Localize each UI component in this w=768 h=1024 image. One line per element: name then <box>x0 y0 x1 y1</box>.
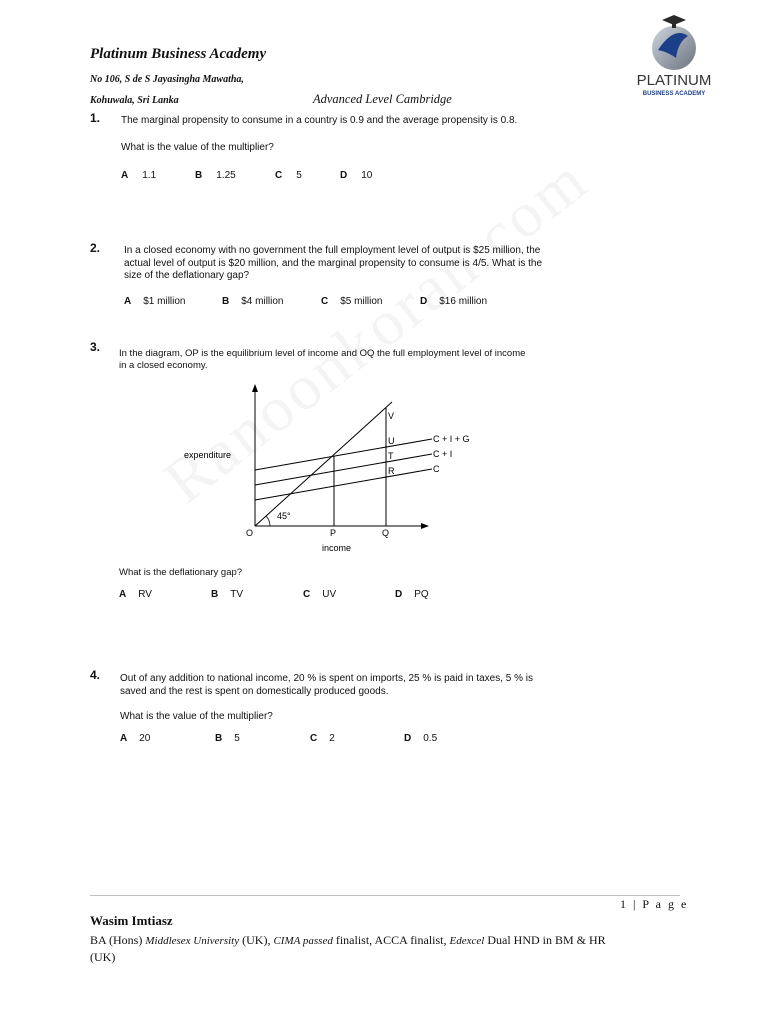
question-1-option-c: C 5 <box>275 170 302 181</box>
question-3-text-line: in a closed economy. <box>119 360 208 371</box>
footer-divider <box>90 895 680 896</box>
x-axis-arrow <box>421 523 429 529</box>
question-4-option-d: D 0.5 <box>404 733 438 744</box>
academy-logo <box>628 12 720 100</box>
origin-label: O <box>246 528 254 538</box>
c-i-g-label: C + I + G <box>433 434 470 444</box>
c-i-label: C + I <box>433 449 453 459</box>
question-2-option-d: D $16 million <box>420 296 488 307</box>
x-axis-label: income <box>322 543 352 553</box>
question-4-option-c: C 2 <box>310 733 335 744</box>
question-2-text-line: In a closed economy with no government the full employment level of output is $25 million, the <box>124 245 541 256</box>
question-2-number: 2. <box>90 241 101 255</box>
question-2-text-line: actual level of output is $20 million, and the marginal propensity to consume is 4/5. What is the <box>124 257 543 269</box>
angle-label: 45° <box>277 511 291 521</box>
question-4-text-line: saved and the rest is spent on domestically produced goods. <box>120 685 389 697</box>
course-title: Advanced Level Cambridge <box>313 92 452 106</box>
c-label: C <box>433 464 440 474</box>
y-axis-arrow <box>252 384 258 392</box>
address-line-2: Kohuwala, Sri Lanka <box>90 95 179 106</box>
question-1-option-b: B 1.25 <box>195 170 236 181</box>
question-3-text-line: In the diagram, OP is the equilibrium level of income and OQ the full employment level of income <box>119 348 526 359</box>
y-axis-label: expenditure <box>184 450 232 460</box>
question-4-option-a: A 20 <box>120 733 151 744</box>
question-4-text <box>120 673 533 698</box>
question-1-option-a: A 1.1 <box>121 170 157 181</box>
question-4-text-line: Out of any addition to national income, 20 % is spent on imports, 25 % is paid in taxes, 5 % is <box>120 673 534 684</box>
question-4-number: 4. <box>90 668 101 682</box>
question-3-option-b: B TV <box>211 589 244 600</box>
angle-arc <box>266 516 270 526</box>
question-2-text-line: size of the deflationary gap? <box>124 270 250 281</box>
question-4-option-b: B 5 <box>215 733 240 744</box>
label-t: T <box>388 451 394 461</box>
question-3-number: 3. <box>90 340 101 354</box>
point-q-label: Q <box>382 528 390 538</box>
question-1-number: 1. <box>90 111 101 125</box>
page-number: 1 | P a g e <box>620 897 689 911</box>
address-line-1: No 106, S de S Jayasingha Mawatha, <box>90 74 244 85</box>
question-3-text <box>119 348 525 372</box>
c-i-line <box>255 454 432 485</box>
c-line <box>255 469 432 500</box>
logo-word: PLATINUM <box>636 72 712 89</box>
question-3-option-a: A RV <box>119 589 152 600</box>
label-r: R <box>388 466 395 476</box>
question-4-prompt: What is the value of the multiplier? <box>120 711 273 722</box>
question-2-option-b: B $4 million <box>222 296 284 307</box>
forty-five-degree-line <box>255 402 395 526</box>
logo-subtitle: BUSINESS ACADEMY <box>642 91 706 97</box>
question-3-prompt: What is the deflationary gap? <box>119 567 243 578</box>
question-2-option-c: C $5 million <box>321 296 383 307</box>
question-1-prompt: What is the value of the multiplier? <box>121 142 274 153</box>
point-p-label: P <box>330 528 337 538</box>
question-2-text <box>124 245 542 283</box>
income-expenditure-diagram <box>170 380 510 560</box>
question-3-option-c: C UV <box>303 589 337 600</box>
institution-name: Platinum Business Academy <box>90 46 267 62</box>
question-2-option-a: A $1 million <box>124 296 186 307</box>
c-i-g-line <box>255 439 432 470</box>
label-v: V <box>388 411 395 421</box>
question-1-option-d: D 10 <box>340 170 373 181</box>
label-u: U <box>388 436 395 446</box>
author-name: Wasim Imtiasz <box>90 913 173 928</box>
author-credentials: BA (Hons) Middlesex University (UK), CIMA passed finalist, ACCA finalist, Edexcel Dual HND in BM & HR (UK) <box>90 933 606 964</box>
question-1-text: The marginal propensity to consume in a country is 0.9 and the average propensity is 0.8. <box>121 115 518 126</box>
question-3-option-d: D PQ <box>395 589 429 600</box>
